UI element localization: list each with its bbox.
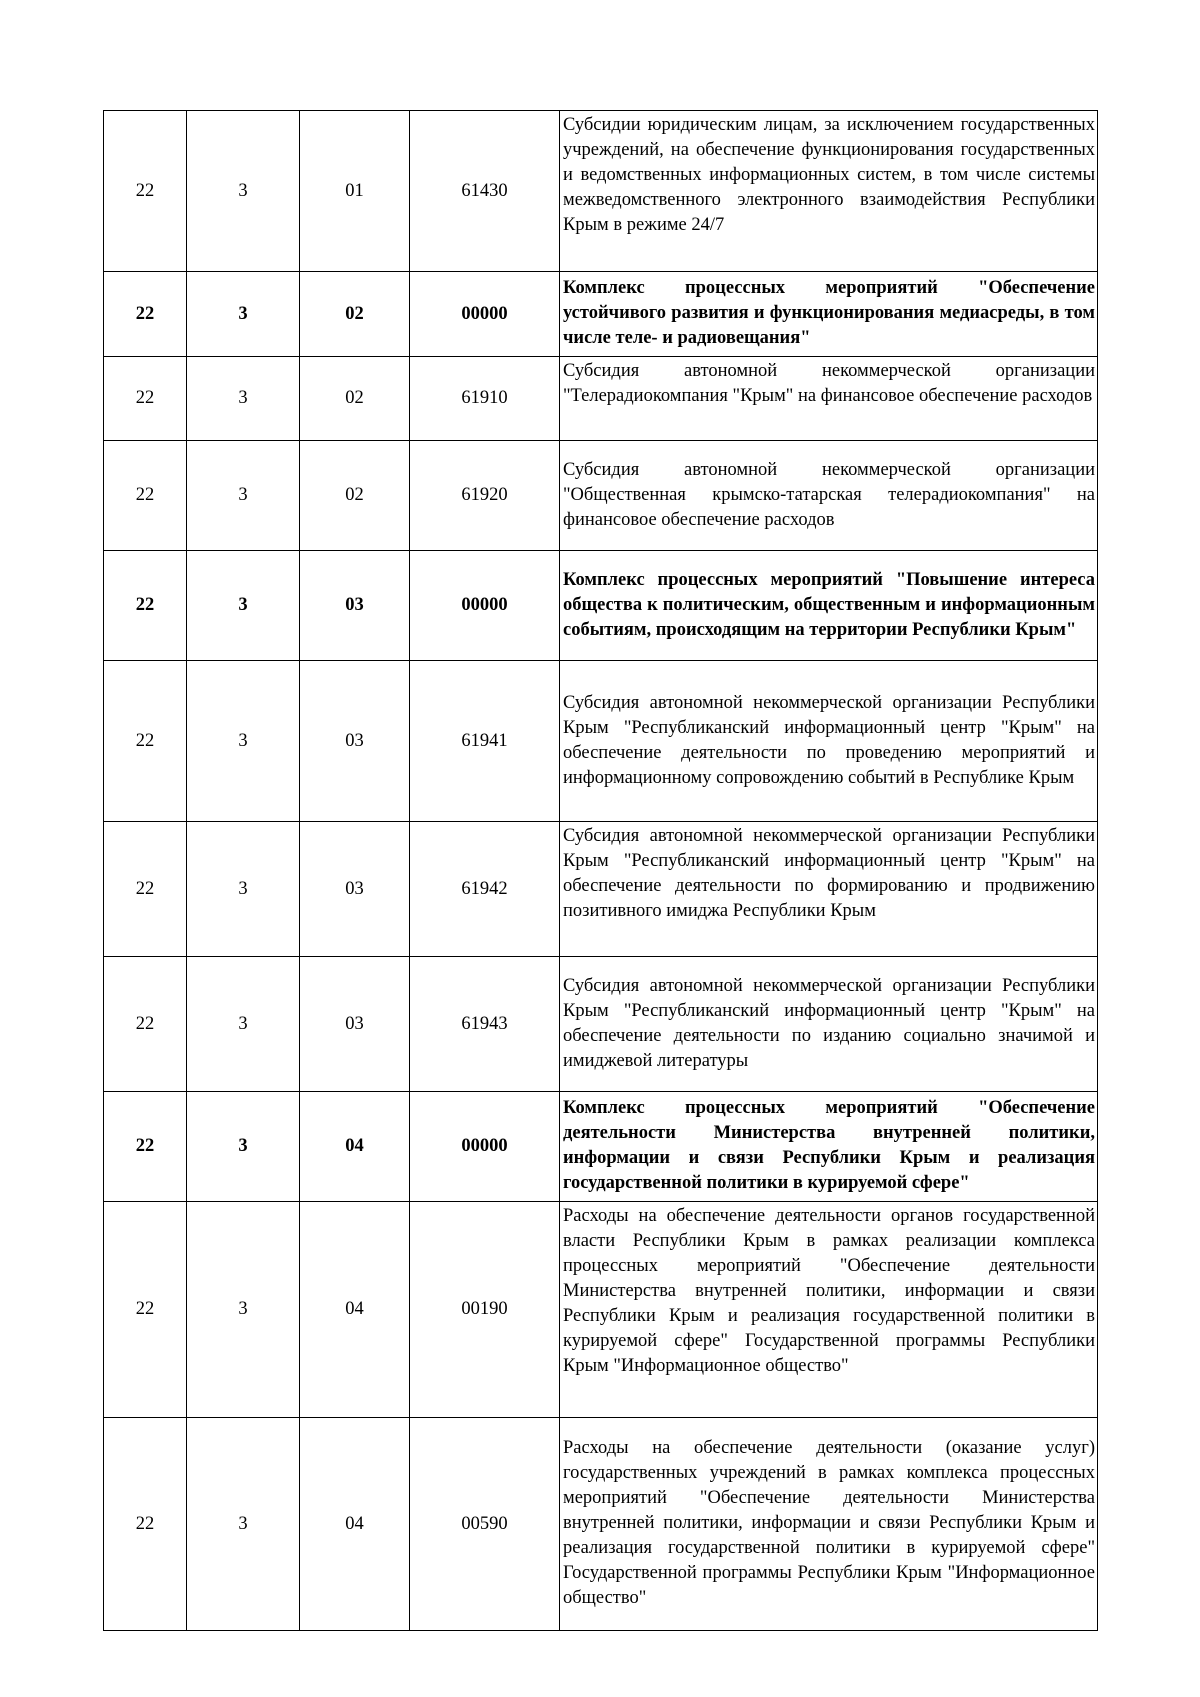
subprogram-type-cell: 3 [187,357,300,441]
program-code-cell: 22 [104,357,187,441]
description-cell: Комплекс процессных мероприятий "Повышение интереса общества к политическим, общественным и информационным событиям, происходящим на территории Республики Крым" [560,551,1098,661]
subprogram-type-cell: 3 [187,1418,300,1631]
complex-number-cell: 04 [300,1418,410,1631]
table-row [104,551,1098,661]
program-code-cell: 22 [104,1092,187,1202]
direction-code-cell: 00000 [410,272,560,357]
table-row [104,822,1098,957]
program-code-cell: 22 [104,1202,187,1418]
table-row [104,111,1098,272]
subprogram-type-cell: 3 [187,1092,300,1202]
direction-code-cell: 61910 [410,357,560,441]
description-cell: Субсидия автономной некоммерческой организации "Телерадиокомпания "Крым" на финансовое обеспечение расходов [560,357,1098,441]
table-row [104,441,1098,551]
table-row [104,661,1098,822]
direction-code-cell: 61942 [410,822,560,957]
direction-code-cell: 00590 [410,1418,560,1631]
description-cell: Субсидия автономной некоммерческой организации Республики Крым "Республиканский информационный центр "Крым" на обеспечение деятельности по изданию социально значимой и имиджевой литературы [560,957,1098,1092]
table-row [104,957,1098,1092]
description-cell: Субсидия автономной некоммерческой организации "Общественная крымско-татарская телерадиокомпания" на финансовое обеспечение расходов [560,441,1098,551]
direction-code-cell: 61943 [410,957,560,1092]
complex-number-cell: 04 [300,1092,410,1202]
table-body [104,111,1098,1631]
direction-code-cell: 61920 [410,441,560,551]
description-cell: Комплекс процессных мероприятий "Обеспечение устойчивого развития и функционирования медиасреды, в том числе теле- и радиовещания" [560,272,1098,357]
program-code-cell: 22 [104,957,187,1092]
subprogram-type-cell: 3 [187,551,300,661]
description-cell: Комплекс процессных мероприятий "Обеспечение деятельности Министерства внутренней политики, информации и связи Республики Крым и реализация государственной политики в курируемой сфере" [560,1092,1098,1202]
complex-number-cell: 03 [300,957,410,1092]
description-cell: Субсидия автономной некоммерческой организации Республики Крым "Республиканский информационный центр "Крым" на обеспечение деятельности по проведению мероприятий и информационному сопровождению событий в Республике Крым [560,661,1098,822]
description-cell: Субсидия автономной некоммерческой организации Республики Крым "Республиканский информационный центр "Крым" на обеспечение деятельности по формированию и продвижению позитивного имиджа Республики Крым [560,822,1098,957]
complex-number-cell: 03 [300,822,410,957]
complex-number-cell: 02 [300,272,410,357]
subprogram-type-cell: 3 [187,111,300,272]
complex-number-cell: 03 [300,551,410,661]
table-row [104,272,1098,357]
program-code-cell: 22 [104,661,187,822]
direction-code-cell: 61941 [410,661,560,822]
description-cell: Расходы на обеспечение деятельности органов государственной власти Республики Крым в рамках реализации комплекса процессных мероприятий "Обеспечение деятельности Министерства внутренней политики, информации и связи Республики Крым и реализация государственной политики в курируемой сфере" Государственной программы Республики Крым "Информационное общество" [560,1202,1098,1418]
program-code-cell: 22 [104,111,187,272]
subprogram-type-cell: 3 [187,272,300,357]
direction-code-cell: 00190 [410,1202,560,1418]
direction-code-cell: 61430 [410,111,560,272]
table-row [104,357,1098,441]
subprogram-type-cell: 3 [187,822,300,957]
program-code-cell: 22 [104,822,187,957]
program-code-cell: 22 [104,272,187,357]
table-row [104,1418,1098,1631]
description-cell: Расходы на обеспечение деятельности (оказание услуг) государственных учреждений в рамках комплекса процессных мероприятий "Обеспечение деятельности Министерства внутренней политики, информации и связи Республики Крым и реализация государственной политики в курируемой сфере" Государственной программы Республики Крым "Информационное общество" [560,1418,1098,1631]
subprogram-type-cell: 3 [187,957,300,1092]
direction-code-cell: 00000 [410,1092,560,1202]
subprogram-type-cell: 3 [187,441,300,551]
budget-classification-table [103,110,1098,1631]
complex-number-cell: 02 [300,441,410,551]
complex-number-cell: 02 [300,357,410,441]
program-code-cell: 22 [104,441,187,551]
subprogram-type-cell: 3 [187,1202,300,1418]
description-cell: Субсидии юридическим лицам, за исключением государственных учреждений, на обеспечение функционирования государственных и ведомственных информационных систем, в том числе системы межведомственного электронного взаимодействия Республики Крым в режиме 24/7 [560,111,1098,272]
direction-code-cell: 00000 [410,551,560,661]
complex-number-cell: 04 [300,1202,410,1418]
complex-number-cell: 03 [300,661,410,822]
complex-number-cell: 01 [300,111,410,272]
program-code-cell: 22 [104,551,187,661]
table-row [104,1202,1098,1418]
table-row [104,1092,1098,1202]
subprogram-type-cell: 3 [187,661,300,822]
program-code-cell: 22 [104,1418,187,1631]
